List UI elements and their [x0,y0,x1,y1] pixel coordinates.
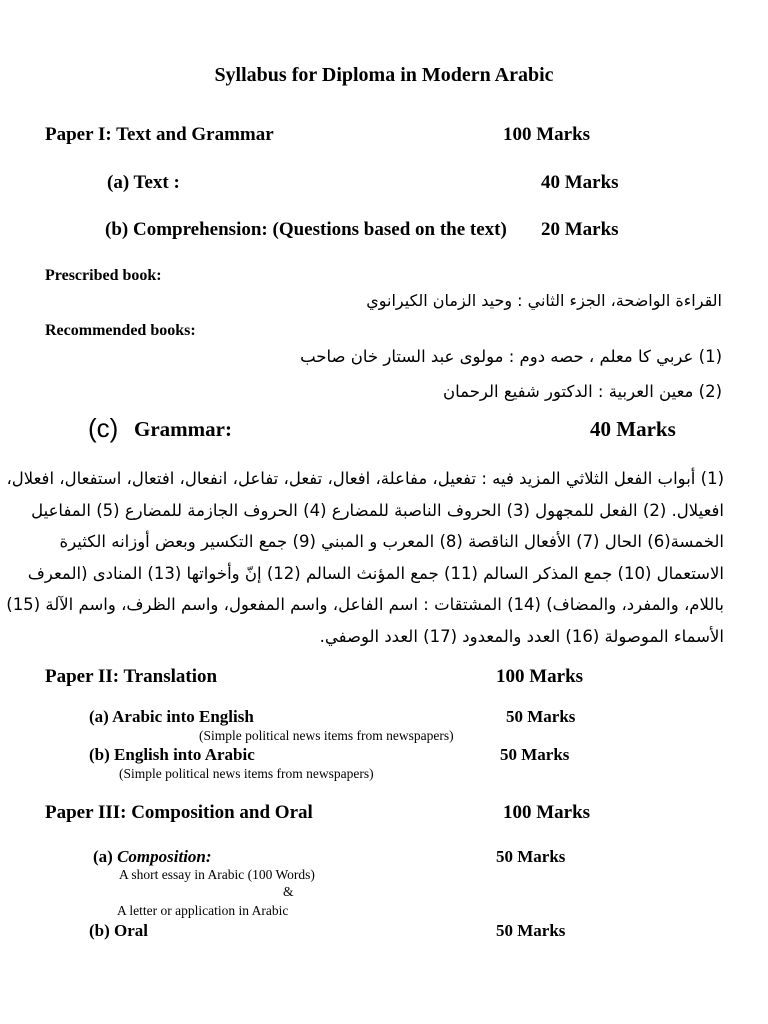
paper3-marks: 100 Marks [503,802,591,823]
recommended-label: Recommended books: [45,322,196,339]
paper2-a-marks: 50 Marks [506,707,576,726]
composition-essay: A short essay in Arabic (100 Words) [119,867,315,882]
grammar-line: الأسماء الموصولة (16) العدد والمعدود (17) العدد الوصفي. [319,626,724,646]
text-label: (a) Text : [107,172,180,193]
composition-letter: A letter or application in Arabic [117,903,289,918]
paper3-b-label: (b) Oral [89,921,149,940]
comprehension-label: (b) Comprehension: (Questions based on the text) [105,219,507,240]
composition-label: Composition: [117,847,212,866]
composition-ampersand: & [283,884,294,899]
grammar-topics [6,463,724,652]
grammar-line: الاستعمال (10) جمع المذكر السالم (11) جمع المؤنث السالم (12) إنّ وأخواتها (13) المنادى (المعرف [27,563,724,583]
grammar-line: افعيلال. (2) الفعل للمجهول (3) الحروف الناصبة للمضارع (4) الحروف الجازمة للمضارع (5) المفاعيل [31,500,724,520]
grammar-letter: (c) [88,413,119,443]
grammar-marks: 40 Marks [590,417,676,441]
recommended-book-2: (2) معين العربية : الدكتور شفيع الرحمان [443,382,722,401]
recommended-book-1: (1) عربي كا معلم ، حصه دوم : مولوى عبد الستار خان صاحب [300,347,722,366]
paper3-b-marks: 50 Marks [496,921,566,940]
paper3-heading: Paper III: Composition and Oral [45,802,313,823]
paper2-marks: 100 Marks [496,666,584,687]
paper1-heading: Paper I: Text and Grammar [45,124,274,145]
paper2-heading: Paper II: Translation [45,666,218,687]
comprehension-marks: 20 Marks [541,219,619,240]
paper3-a-label [93,847,212,867]
paper2-b-note: (Simple political news items from newspapers) [119,766,374,781]
grammar-line: باللام، والمفرد، والمضاف) (14) المشتقات : اسم الفاعل، واسم المفعول، واسم الظرف، واسم الآلة (15) [6,595,724,614]
grammar-line: الخمسة(6) الحال (7) الأفعال الناقصة (8) المعرب و المبني (9) جمع التكسير وبعض أوزانه الكثيرة [59,532,724,551]
prescribed-label: Prescribed book: [45,267,162,284]
paper3-a-marks: 50 Marks [496,847,566,866]
paper2-b-label: (b) English into Arabic [89,745,255,764]
text-marks: 40 Marks [541,172,619,193]
paper3-a-prefix: (a) [93,847,113,866]
page-title: Syllabus for Diploma in Modern Arabic [214,64,554,86]
grammar-line: (1) أبواب الفعل الثلاثي المزيد فيه : تفعيل، مفاعلة، افعال، تفعل، تفاعل، انفعال، افتعال، استفعال، افعلال، [6,469,724,488]
paper2-a-label: (a) Arabic into English [89,707,254,726]
grammar-label: Grammar: [134,417,232,441]
prescribed-book: القراءة الواضحة، الجزء الثاني : وحيد الزمان الكيرانوي [366,291,722,310]
paper2-b-marks: 50 Marks [500,745,570,764]
paper1-marks: 100 Marks [503,124,591,145]
paper2-a-note: (Simple political news items from newspapers) [199,728,454,743]
